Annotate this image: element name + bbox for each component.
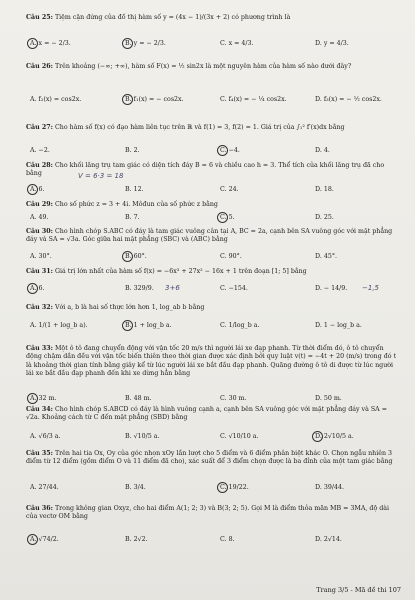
question-number: Câu 32: <box>26 304 53 311</box>
option-a[interactable]: A. x = − 2/3. <box>30 40 71 47</box>
option-b[interactable]: B. 3/4. <box>125 484 146 491</box>
option-a[interactable]: A. 49. <box>30 214 49 221</box>
question-31 <box>26 268 401 276</box>
option-a[interactable]: A. 1/(1 + log_b a). <box>30 322 88 329</box>
question-text: Cho số phức z = 3 + 4i. Môđun của số phức z bằng <box>54 201 218 208</box>
question-number: Câu 30: <box>26 228 53 235</box>
option-d[interactable]: D. − 14/9. <box>315 285 348 292</box>
question-number: Câu 36: <box>26 505 53 512</box>
question-number: Câu 31: <box>26 268 53 275</box>
option-b[interactable]: B. 12. <box>125 186 144 193</box>
question-35 <box>26 450 401 467</box>
option-d[interactable]: D. 2√14. <box>315 536 342 543</box>
option-d[interactable]: D. 45°. <box>315 253 337 260</box>
option-a[interactable]: A. 6. <box>30 285 45 292</box>
question-27 <box>26 124 401 132</box>
question-text: Cho hình chóp S.ABC có đáy là tam giác vuông cân tại A, BC = 2a, cạnh bên SA vuông góc với mặt phẳng đáy và SA = √3a. Góc giữa hai mặt phẳng (SBC) và (ABC) bằng <box>26 228 393 244</box>
option-d[interactable]: D. y = 4/3. <box>315 40 349 47</box>
question-number: Câu 34: <box>26 406 53 413</box>
question-36 <box>26 505 401 522</box>
option-d[interactable]: D. f₃(x) = − ½ cos2x. <box>315 96 382 103</box>
option-b[interactable]: B. y = − 2/3. <box>125 40 166 47</box>
option-c[interactable]: C. 8. <box>220 536 235 543</box>
question-text: Tiệm cận đứng của đồ thị hàm số y = (4x − 1)/(3x + 2) có phương trình là <box>54 14 291 21</box>
question-text: Trên hai tia Ox, Oy của góc nhọn xOy lần lượt cho 5 điểm và 6 điểm phân biệt khác O. Chọn ngẫu nhiên 3 điểm từ 12 điểm (gồm điểm O và 11 điểm đã cho), xác suất để 3 điểm chọn được là ba đỉnh của một tam giác bằng <box>26 450 393 466</box>
option-d[interactable]: D. 50 m. <box>315 395 342 402</box>
question-34 <box>26 406 401 423</box>
handwritten-note: −1,5 <box>362 284 379 292</box>
option-b[interactable]: B. 1 + log_b a. <box>125 322 172 329</box>
question-number: Câu 28: <box>26 162 53 169</box>
option-b[interactable]: B. 329/9. <box>125 285 154 292</box>
option-d[interactable]: D. 25. <box>315 214 334 221</box>
question-number: Câu 35: <box>26 450 53 457</box>
option-a[interactable]: A. 27/44. <box>30 484 59 491</box>
question-text: Giá trị lớn nhất của hàm số f(x) = −6x³ + 27x² − 16x + 1 trên đoạn [1; 5] bằng <box>54 268 307 275</box>
option-d[interactable]: D. 1 − log_b a. <box>315 322 362 329</box>
question-number: Câu 27: <box>26 124 53 131</box>
question-30 <box>26 228 401 245</box>
question-text: Cho khối lăng trụ tam giác có diện tích đáy B = 6 và chiều cao h = 3. Thể tích của khối lăng trụ đã cho bằng <box>26 162 385 178</box>
option-c[interactable]: C. 5. <box>220 214 235 221</box>
page-footer: Trang 3/5 - Mã đề thi 107 <box>316 586 401 594</box>
option-c[interactable]: C. −4. <box>220 147 240 154</box>
option-d[interactable]: D. 39/44. <box>315 484 344 491</box>
option-c[interactable]: C. 1/log_b a. <box>220 322 260 329</box>
option-a[interactable]: A. 32 m. <box>30 395 57 402</box>
question-number: Câu 25: <box>26 14 53 21</box>
option-b[interactable]: B. 2. <box>125 147 140 154</box>
handwritten-note: 3+6 <box>165 284 180 292</box>
option-a[interactable]: A. √6/3 a. <box>30 433 61 440</box>
question-26 <box>26 63 401 71</box>
question-number: Câu 26: <box>26 63 53 70</box>
option-c[interactable]: C. 19/22. <box>220 484 249 491</box>
option-a[interactable]: A. f₂(x) = cos2x. <box>30 96 82 103</box>
question-32 <box>26 304 401 312</box>
option-b[interactable]: B. √10/5 a. <box>125 433 160 440</box>
question-text: Cho hình chóp S.ABCD có đáy là hình vuông cạnh a, cạnh bên SA vuông góc với mặt phẳng đáy và SA = √2a. Khoảng cách từ C đến mặt phẳng (SBD) bằng <box>26 406 387 422</box>
option-b[interactable]: B. 48 m. <box>125 395 152 402</box>
question-text: Trong không gian Oxyz, cho hai điểm A(1; 2; 3) và B(3; 2; 5). Gọi M là điểm thỏa mãn MB = 3MA, độ dài của vectơ OM bằng <box>26 505 390 521</box>
option-c[interactable]: C. 90°. <box>220 253 242 260</box>
option-a[interactable]: A. −2. <box>30 147 50 154</box>
option-a[interactable]: A. 6. <box>30 186 45 193</box>
option-c[interactable]: C. 24. <box>220 186 239 193</box>
option-c[interactable]: C. √10/10 a. <box>220 433 259 440</box>
option-a[interactable]: A. 30°. <box>30 253 52 260</box>
option-d[interactable]: D. 18. <box>315 186 334 193</box>
option-b[interactable]: B. 7. <box>125 214 140 221</box>
question-number: Câu 29: <box>26 201 53 208</box>
option-b[interactable]: B. 60°. <box>125 253 147 260</box>
option-d[interactable]: D. 4. <box>315 147 330 154</box>
question-25 <box>26 14 396 22</box>
question-33 <box>26 345 401 378</box>
option-c[interactable]: C. −154. <box>220 285 248 292</box>
handwritten-note: V = 6·3 = 18 <box>78 172 124 180</box>
option-c[interactable]: C. x = 4/3. <box>220 40 254 47</box>
option-b[interactable]: B. 2√2. <box>125 536 148 543</box>
option-c[interactable]: C. 30 m. <box>220 395 247 402</box>
question-number: Câu 33: <box>26 345 53 352</box>
question-text: Một ô tô đang chuyển động với vận tốc 20 m/s thì người lái xe đạp phanh. Từ thời điểm đó, ô tô chuyển động chậm dần đều với vận tốc biến thiên theo thời gian được xác định bởi quy luật v(t) = −4t + 20 (m/s) trong đó t là khoảng thời gian tính bằng giây kể từ lúc người lái xe bắt đầu đạp phanh. Quãng đường ô tô di được từ lúc người lái xe bắt đầu đạp phanh đến khi xe dừng hẳn bằng <box>26 345 397 377</box>
question-text: Với a, b là hai số thực lớn hơn 1, log_ab b bằng <box>54 304 205 311</box>
question-text: Trên khoảng (−∞; +∞), hàm số F(x) = ½ sin2x là một nguyên hàm của hàm số nào dưới đây? <box>54 63 352 70</box>
option-b[interactable]: B. f₁(x) = − cos2x. <box>125 96 184 103</box>
option-a[interactable]: A. √74/2. <box>30 536 59 543</box>
option-d[interactable]: D. 2√10/5 a. <box>315 433 354 440</box>
question-29 <box>26 201 401 209</box>
question-text: Cho hàm số f(x) có đạo hàm liên tục trên ℝ và f(1) = 3, f(2) = 1. Giá trị của ∫₁² f′(x)dx bằng <box>54 124 345 131</box>
option-c[interactable]: C. f₄(x) = − ¼ cos2x. <box>220 96 287 103</box>
